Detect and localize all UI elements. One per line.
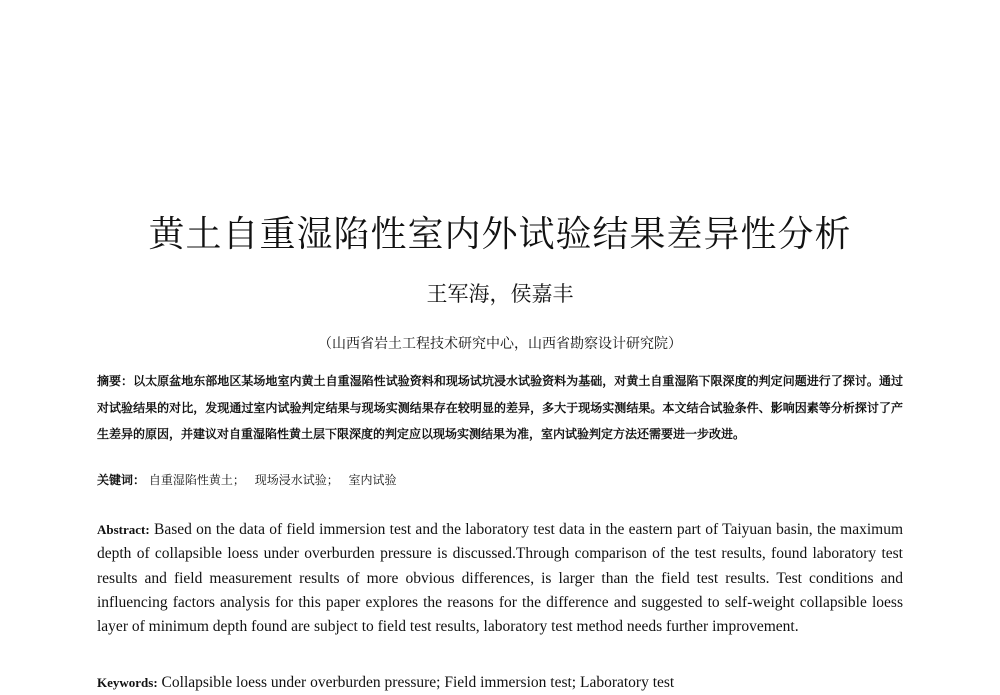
english-keywords-label: Keywords: [97, 675, 158, 690]
paper-title: 黄土自重湿陷性室内外试验结果差异性分析 [148, 214, 852, 255]
chinese-abstract-label: 摘要： [97, 374, 134, 388]
chinese-keyword: 自重湿陷性黄土； [148, 473, 245, 487]
chinese-keywords [97, 468, 903, 492]
paper-authors: 王军海，侯嘉丰 [426, 282, 574, 306]
chinese-keyword: 现场浸水试验； [254, 473, 339, 487]
english-abstract-label: Abstract: [97, 522, 150, 537]
english-keywords [97, 671, 903, 695]
chinese-keyword: 室内试验 [348, 473, 397, 487]
chinese-abstract-text: 以太原盆地东部地区某场地室内黄土自重湿陷性试验资料和现场试坑浸水试验资料为基础，对黄土自重湿陷下限深度的判定问题进行了探讨。通过对试验结果的对比，发现通过室内试验判定结果与现场实测结果存在较明显的差异，多大于现场实测结果。本文结合试验条件、影响因素等分析探讨了产生差异的原因，并建议对自重湿陷性黄土层下限深度的判定应以现场实测结果为准，室内试验判定方法还需要进一步改进。 [97, 374, 903, 441]
paper-affiliation: （山西省岩土工程技术研究中心，山西省勘察设计研究院） [318, 336, 682, 352]
chinese-keywords-label: 关键词： [97, 473, 146, 487]
english-abstract [97, 518, 903, 639]
english-keywords-text: Collapsible loess under overburden pressure; Field immersion test; Laboratory test [161, 674, 675, 691]
english-abstract-text: Based on the data of field immersion test and the laboratory test data in the eastern part of Taiyuan basin, the maximum depth of collapsible loess under overburden pressure is discussed.Through comparison of the test results, found laboratory test results and field measurement results of more obvious differences, is larger than the field test results. Test conditions and influencing factors analysis for this paper explores the reasons for the difference and suggested to self-weight collapsible loess layer of minimum depth found are subject to field test results, laboratory test method needs further improvement. [97, 521, 904, 636]
chinese-abstract [97, 368, 903, 448]
